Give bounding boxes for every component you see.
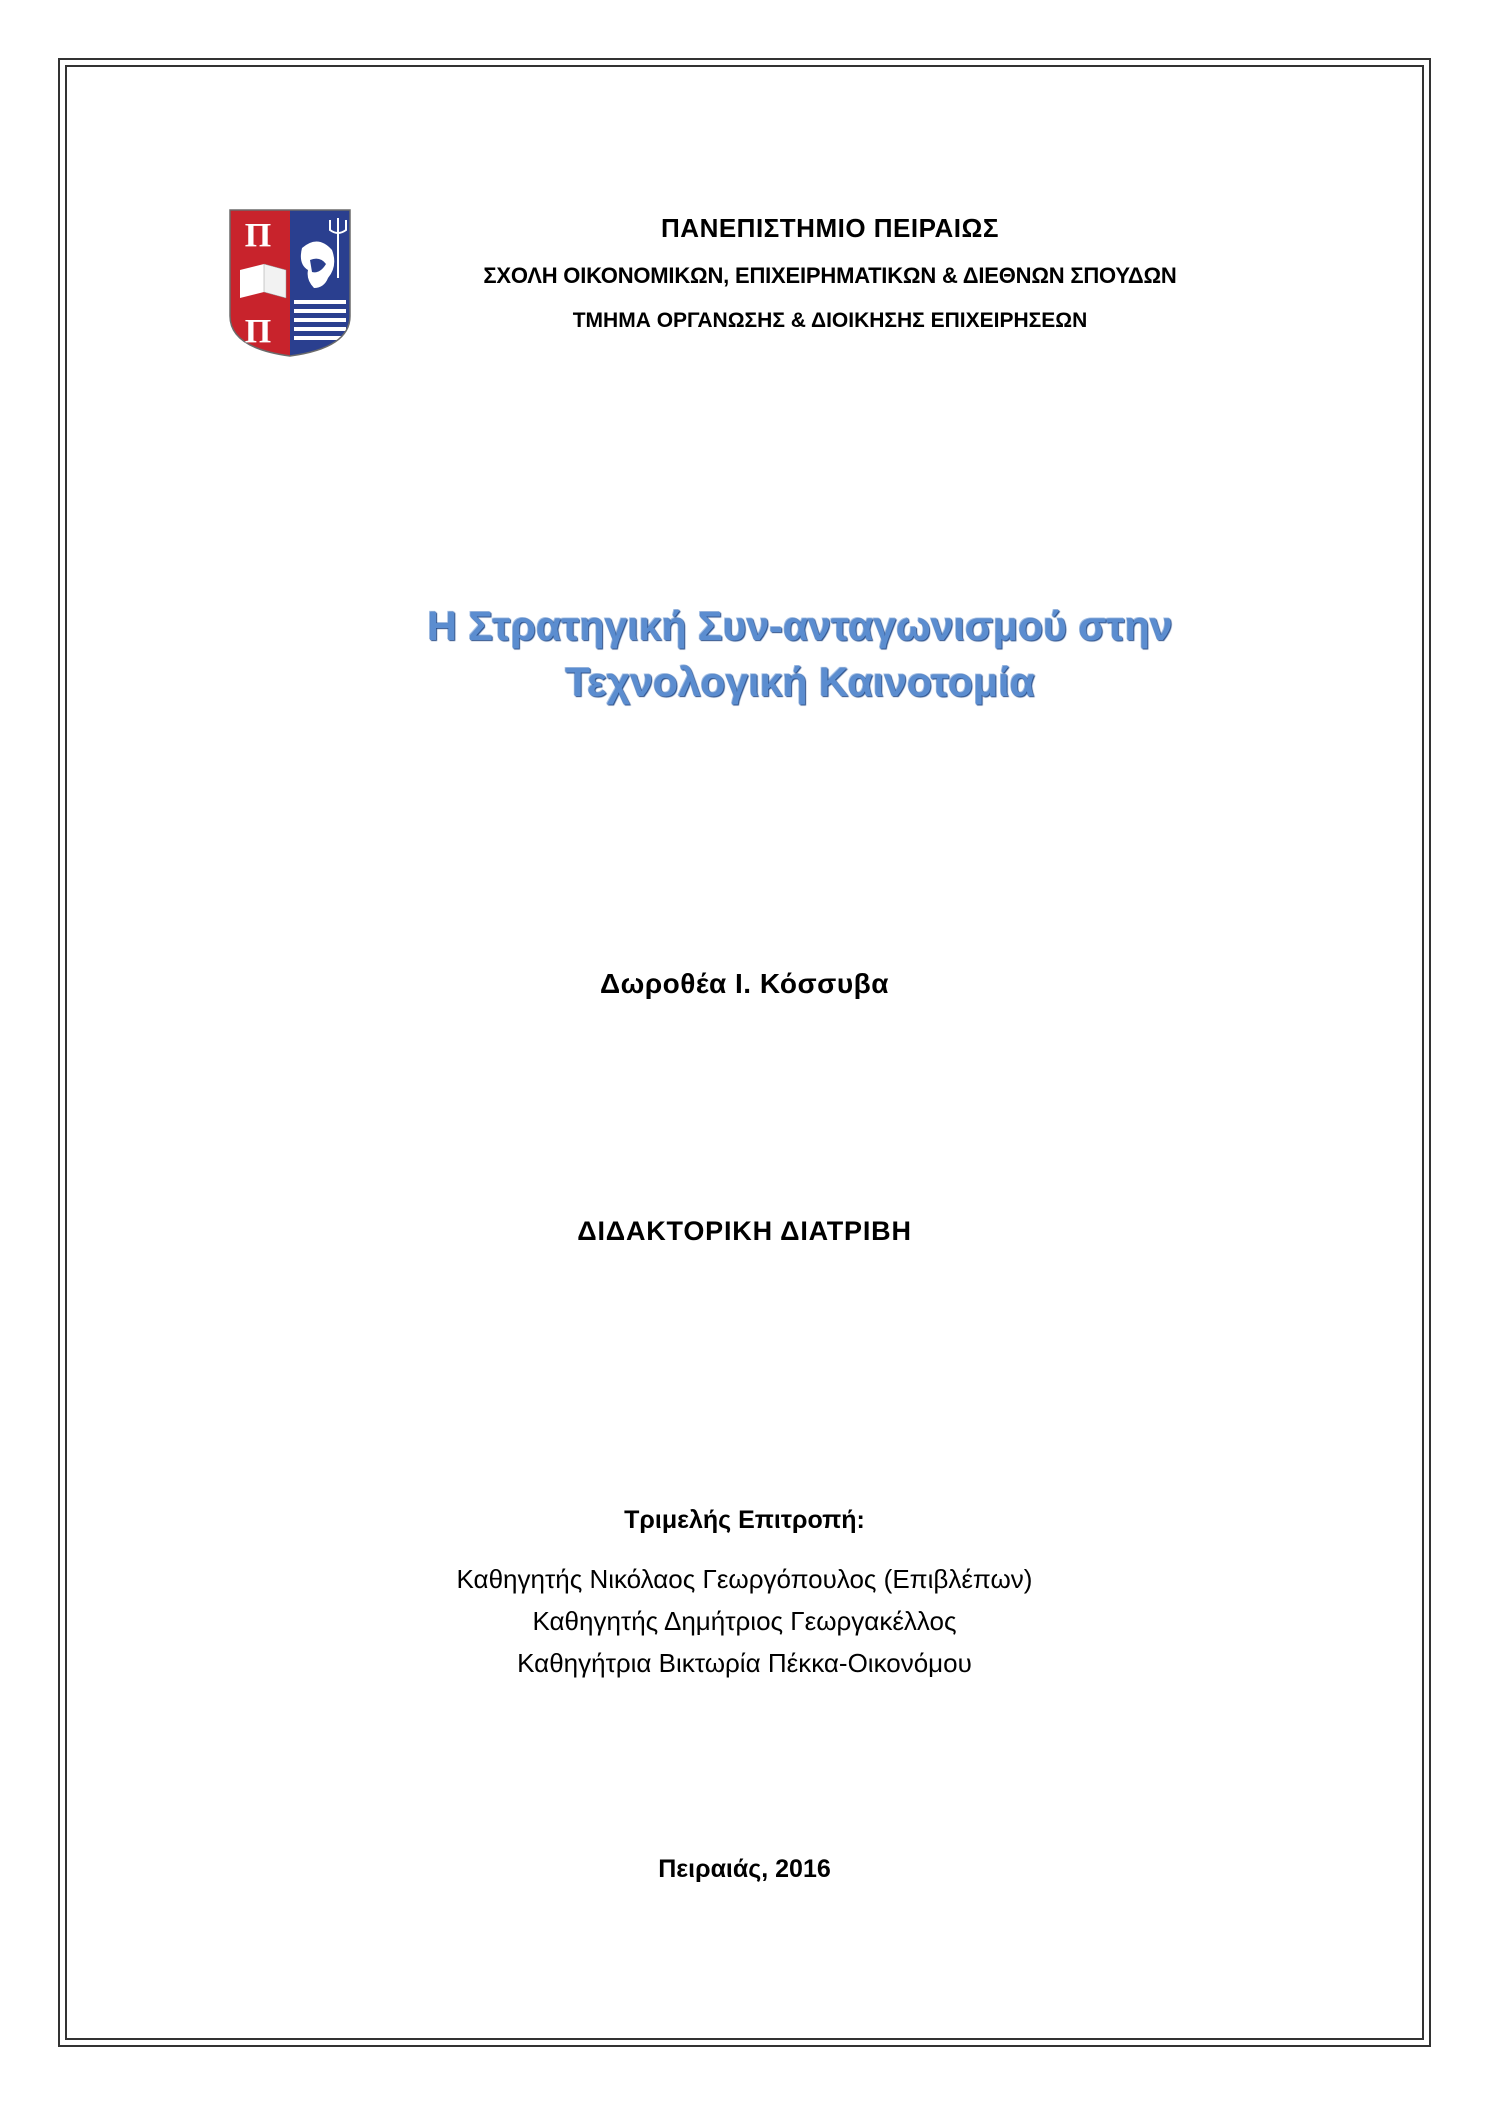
page-border-inner [65, 65, 1424, 2040]
thesis-title-line-1: Η Στρατηγική Συν-ανταγωνισμού στην [427, 603, 1173, 649]
university-logo [228, 208, 352, 358]
document-type: ΔΙΔΑΚΤΟΡΙΚΗ ΔΙΑΤΡΙΒΗ [577, 1216, 912, 1246]
school-name: ΣΧΟΛΗ ΟΙΚΟΝΟΜΙΚΩΝ, ΕΠΙΧΕΙΡΗΜΑΤΙΚΩΝ & ΔΙΕΘΝΩΝ ΣΠΟΥΔΩΝ [483, 263, 1177, 288]
department-name: ΤΜΗΜΑ ΟΡΓΑΝΩΣΗΣ & ΔΙΟΙΚΗΣΗΣ ΕΠΙΧΕΙΡΗΣΕΩΝ [572, 309, 1088, 332]
author-name: Δωροθέα Ι. Κόσσυβα [600, 968, 889, 999]
logo-letter-top: Π [244, 217, 272, 254]
place-and-date: Πειραιάς, 2016 [658, 1855, 831, 1883]
logo-letter-bottom: Π [244, 313, 272, 350]
thesis-title [300, 598, 1300, 710]
institution-header [380, 210, 1280, 336]
committee-member: Καθηγήτρια Βικτωρία Πέκκα-Οικονόμου [517, 1648, 972, 1678]
thesis-title-line-2: Τεχνολογική Καινοτομία [565, 659, 1035, 705]
committee-member: Καθηγητής Δημήτριος Γεωργακέλλος [532, 1606, 957, 1636]
committee-heading: Τριμελής Επιτροπή: [624, 1506, 865, 1534]
university-name: ΠΑΝΕΠΙΣΤΗΜΙΟ ΠΕΙΡΑΙΩΣ [661, 213, 999, 243]
committee-member: Καθηγητής Νικόλαος Γεωργόπουλος (Επιβλέπων) [456, 1564, 1033, 1594]
committee-list [0, 1558, 1489, 1684]
